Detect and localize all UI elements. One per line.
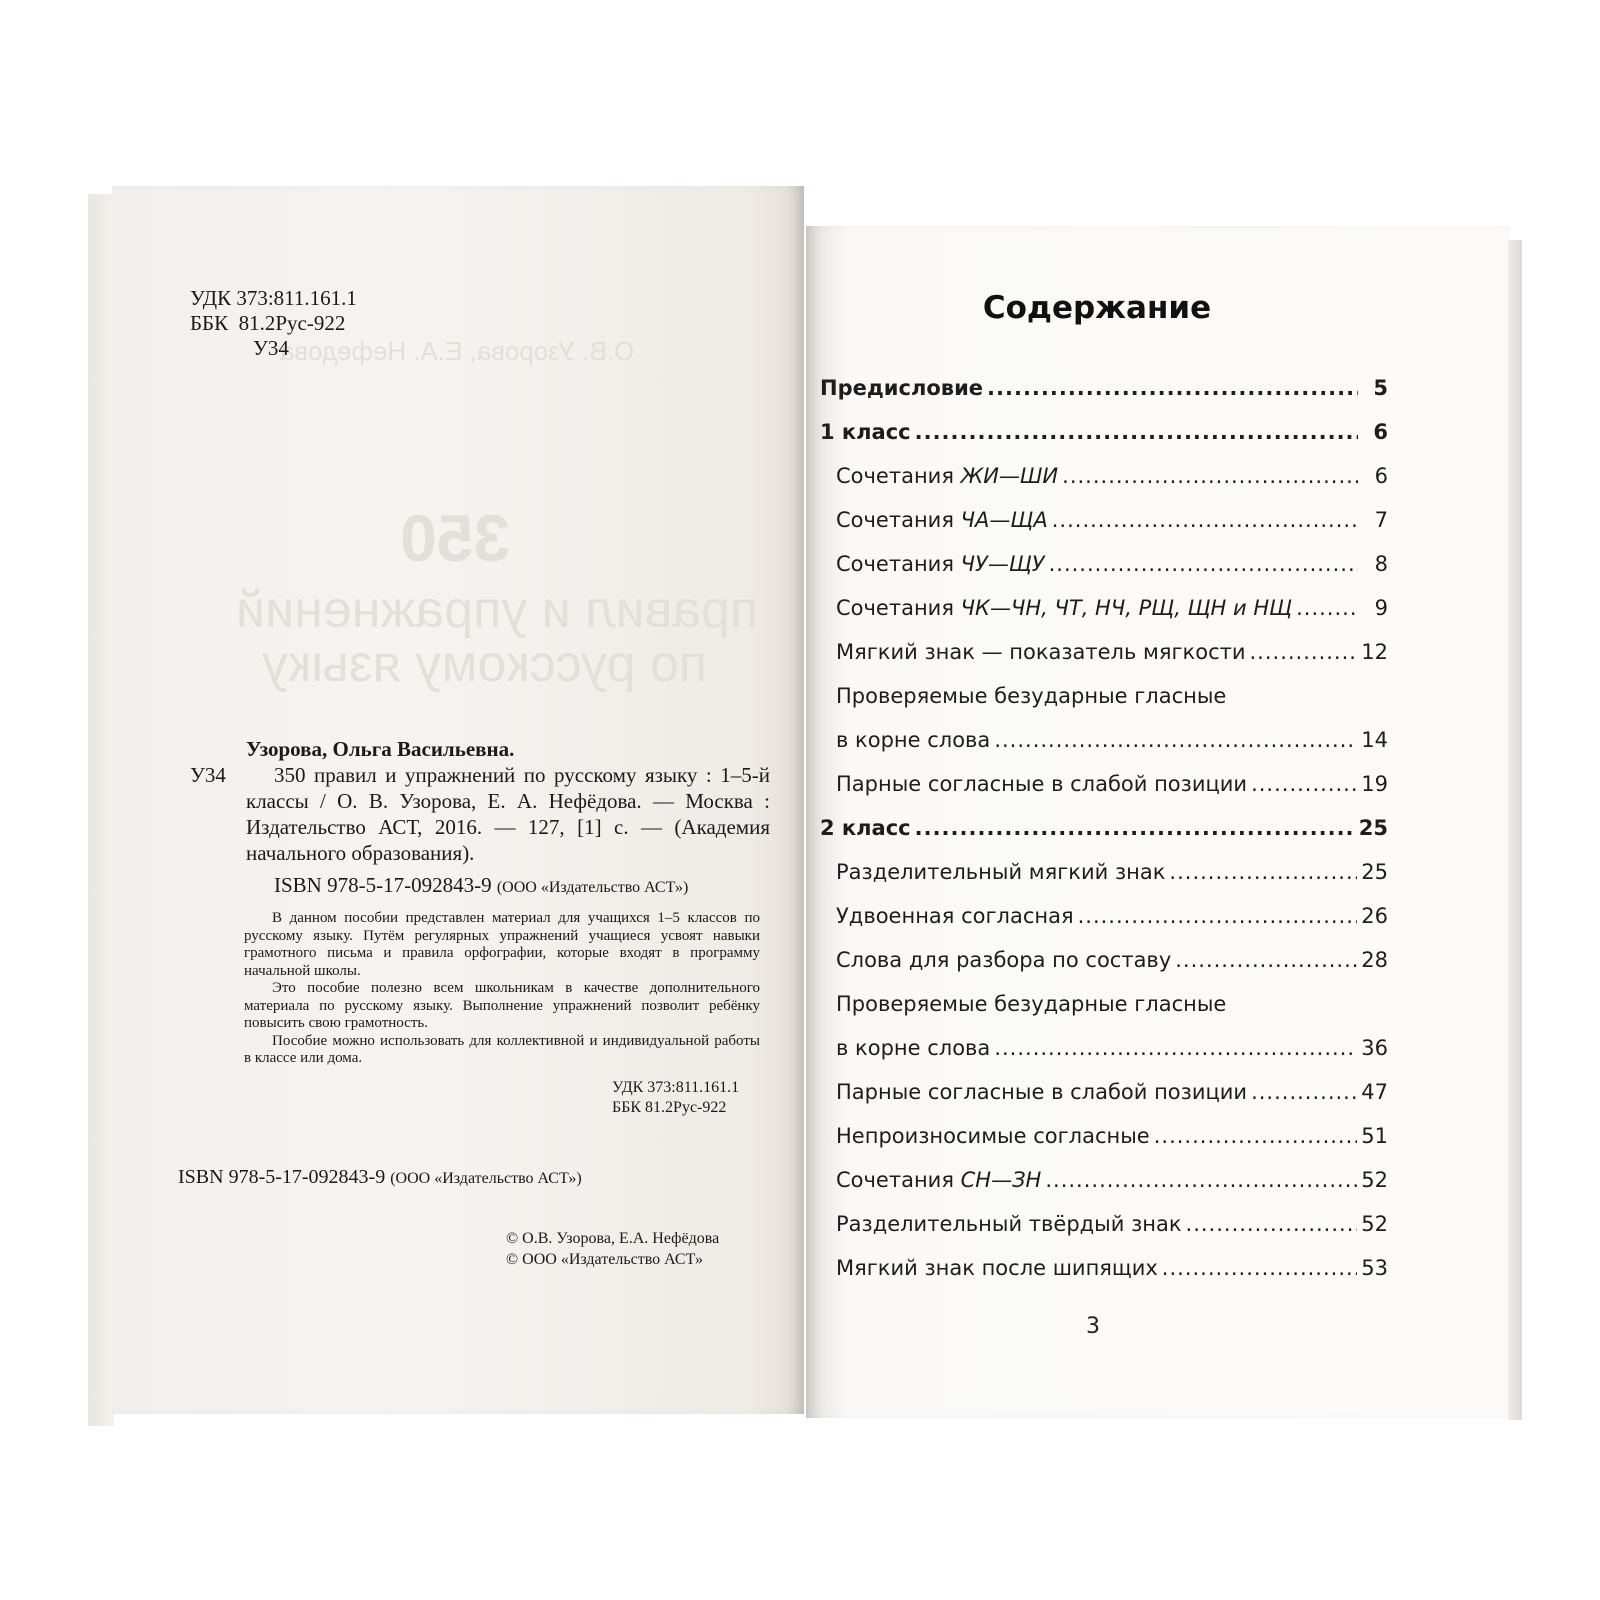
toc-entry-label xyxy=(836,1124,1150,1148)
toc-leader-dots xyxy=(1045,1168,1357,1192)
toc-title: Содержание xyxy=(982,290,1212,326)
toc-entry-label xyxy=(836,860,1165,884)
toc-entry-text: Проверяемые безударные гласные xyxy=(836,992,1227,1016)
toc-entry xyxy=(836,728,1388,752)
toc-entry-text: Сочетания xyxy=(836,552,961,576)
author-name: Узорова, Ольга Васильевна. xyxy=(246,737,515,761)
toc-entry-text: 1 класс xyxy=(820,420,911,444)
toc-entry-text: Сочетания xyxy=(836,596,961,620)
toc-entry-text: Мягкий знак после шипящих xyxy=(836,1256,1158,1280)
toc-entry-text: 2 класс xyxy=(820,816,911,840)
toc-entry-label xyxy=(836,728,990,752)
toc-entry-text: в корне слова xyxy=(836,1036,991,1060)
toc-entry xyxy=(836,860,1388,884)
copyright-publisher: © ООО «Издательство АСТ» xyxy=(506,1251,703,1268)
toc-entry-italic-text: ЧК—ЧН, ЧТ, НЧ, РЩ, ЩН и НЩ xyxy=(960,596,1293,620)
toc-entry-page: 9 xyxy=(1374,596,1388,620)
toc-entry-text: Мягкий знак — показатель мягкости xyxy=(836,640,1246,664)
toc-entry xyxy=(836,552,1388,576)
toc-entry-page: 51 xyxy=(1361,1124,1388,1148)
annotation-paragraph: Это пособие полезно всем школьникам в качестве дополнительного материала по русскому языку. Выполнение упражнений позволит ребёнку повысить свою грамотность. xyxy=(244,980,760,1031)
toc-entry-label xyxy=(836,948,1171,972)
toc-entry-page: 36 xyxy=(1361,1036,1388,1060)
toc-leader-dots xyxy=(915,420,1358,444)
toc-entry-page: 14 xyxy=(1361,728,1388,752)
toc-entry-page: 12 xyxy=(1361,640,1388,664)
toc-entry-label xyxy=(836,552,1045,576)
classification-codes xyxy=(190,286,357,361)
toc-entry-page: 7 xyxy=(1374,508,1388,532)
toc-entry-page: 47 xyxy=(1361,1080,1388,1104)
toc-entry-label xyxy=(836,772,1247,796)
toc-entry-label xyxy=(836,904,1074,928)
toc-entry xyxy=(836,508,1388,532)
toc-leader-dots xyxy=(1186,1212,1358,1236)
toc-entry-page: 5 xyxy=(1373,376,1388,400)
toc-entry-page: 52 xyxy=(1361,1212,1388,1236)
udk-code: УДК 373:811.161.1 xyxy=(190,286,357,310)
toc-entry-text: Непроизносимые согласные xyxy=(836,1124,1150,1148)
toc-entry-page: 26 xyxy=(1361,904,1388,928)
toc-entry-text: Разделительный твёрдый знак xyxy=(836,1212,1182,1236)
toc-entry-label xyxy=(820,816,911,840)
toc-entry-label xyxy=(836,1080,1247,1104)
bibliographic-description: 350 правил и упражнений по русскому языку : 1–5-й классы / О. В. Узорова, Е. А. Нефёдова. — Москва : Издательство АСТ, 2016. — 127, [1] с. — (Академия начального образования). xyxy=(246,763,770,865)
toc-entry xyxy=(836,904,1388,928)
show-through-authors: О.В. Узорова, Е.А. Нефедова xyxy=(280,336,635,366)
isbn-line xyxy=(190,872,770,901)
toc-leader-dots xyxy=(1175,948,1357,972)
toc-entry-text: Сочетания xyxy=(836,464,961,488)
toc-entry-label xyxy=(820,376,983,400)
show-through-title-2: по русскому языку xyxy=(262,635,708,693)
toc-leader-dots xyxy=(1251,772,1357,796)
toc-entry-label xyxy=(836,508,1048,532)
toc-entry-italic-text: ЧА—ЩА xyxy=(960,508,1048,532)
toc-leader-dots xyxy=(1052,508,1358,532)
toc-entry-text: Сочетания xyxy=(836,508,961,532)
isbn-number: ISBN 978-5-17-092843-9 xyxy=(274,873,492,897)
bbk-code-bottom: ББК 81.2Рус-922 xyxy=(612,1099,727,1116)
toc-entry-label xyxy=(836,1212,1182,1236)
bbk-code: ББК 81.2Рус-922 xyxy=(190,311,346,335)
toc-leader-dots xyxy=(1062,464,1358,488)
isbn-bottom-publisher: (ООО «Издательство АСТ») xyxy=(390,1170,582,1187)
toc-entry-page: 53 xyxy=(1361,1256,1388,1280)
toc-entry xyxy=(836,1124,1388,1148)
toc-entry-label xyxy=(836,464,1058,488)
toc-leader-dots xyxy=(1169,860,1357,884)
left-page-edges xyxy=(88,194,114,1426)
toc-leader-dots xyxy=(1049,552,1358,576)
toc-entry-label xyxy=(836,1036,990,1060)
isbn-bottom xyxy=(178,1166,582,1189)
toc-entry-page: 6 xyxy=(1374,464,1388,488)
toc-leader-dots xyxy=(994,1036,1357,1060)
toc-leader-dots xyxy=(1296,596,1358,620)
toc-leader-dots xyxy=(1154,1124,1358,1148)
annotation xyxy=(244,910,760,1068)
toc-entry-label xyxy=(836,596,1292,620)
toc-entry-page: 6 xyxy=(1373,420,1388,444)
toc-leader-dots xyxy=(1078,904,1358,928)
toc-entry-italic-text: ЧУ—ЩУ xyxy=(960,552,1045,576)
toc-entry-page: 25 xyxy=(1361,860,1388,884)
toc-entry-text: Слова для разбора по составу xyxy=(836,948,1172,972)
toc-entry xyxy=(836,1080,1388,1104)
show-through-title-1: правил и упражнений xyxy=(236,581,759,639)
toc-entry-text: Удвоенная согласная xyxy=(836,904,1074,928)
copyright-authors: © О.В. Узорова, Е.А. Нефёдова xyxy=(506,1230,720,1247)
toc-entry-label xyxy=(836,640,1246,664)
toc-leader-dots xyxy=(1162,1256,1357,1280)
toc-entry-text: в корне слова xyxy=(836,728,991,752)
toc-entry-italic-text: СН—ЗН xyxy=(960,1168,1042,1192)
toc-entry-page: 25 xyxy=(1358,816,1388,840)
toc-entry xyxy=(836,1256,1388,1280)
right-page-edges xyxy=(1508,240,1522,1420)
toc-entry-page: 28 xyxy=(1361,948,1388,972)
toc-entry xyxy=(836,640,1388,664)
toc-entry-text: Предисловие xyxy=(820,376,984,400)
toc-leader-dots xyxy=(994,728,1357,752)
toc-entry-label xyxy=(836,992,1226,1016)
toc-entry-text: Проверяемые безударные гласные xyxy=(836,684,1227,708)
udk-code-bottom: УДК 373:811.161.1 xyxy=(612,1079,740,1096)
toc-leader-dots xyxy=(987,376,1358,400)
toc-entry xyxy=(836,464,1388,488)
toc-entry-page: 8 xyxy=(1374,552,1388,576)
toc-entry-text: Разделительный мягкий знак xyxy=(836,860,1166,884)
toc-leader-dots xyxy=(915,816,1355,840)
copyright xyxy=(506,1228,719,1270)
toc-entry xyxy=(836,1212,1388,1236)
toc-entry-label xyxy=(836,1168,1041,1192)
toc-entry xyxy=(836,684,1388,708)
annotation-paragraph: Пособие можно использовать для коллективной и индивидуальной работы в классе или дома. xyxy=(244,1032,760,1066)
isbn-publisher: (ООО «Издательство АСТ») xyxy=(496,879,689,896)
toc-entry-text: Парные согласные в слабой позиции xyxy=(836,1080,1248,1104)
author-mark-side: У34 xyxy=(190,763,226,787)
classification-codes-bottom xyxy=(612,1078,739,1118)
toc-leader-dots xyxy=(1251,1080,1357,1104)
toc-entry-text: Сочетания xyxy=(836,1168,961,1192)
show-through-number: 350 xyxy=(400,501,511,575)
toc-entry xyxy=(820,420,1388,444)
toc-entry-italic-text: ЖИ—ШИ xyxy=(960,464,1059,488)
toc-entry xyxy=(836,1036,1388,1060)
page-number: 3 xyxy=(1086,1314,1100,1339)
toc-leader-dots xyxy=(1250,640,1358,664)
toc-entry-page: 19 xyxy=(1361,772,1388,796)
toc-entry-text: Парные согласные в слабой позиции xyxy=(836,772,1248,796)
toc-entry xyxy=(836,992,1388,1016)
toc-entry xyxy=(836,948,1388,972)
author-mark: У34 xyxy=(190,336,289,360)
toc-entry-label xyxy=(836,1256,1158,1280)
toc-entry xyxy=(820,376,1388,400)
toc-entry-page: 52 xyxy=(1361,1168,1388,1192)
bibliographic-record xyxy=(190,736,770,901)
toc-entry xyxy=(820,816,1388,840)
annotation-paragraph: В данном пособии представлен материал для учащихся 1–5 классов по русскому языку. Путём регулярных упражнений учащиеся усвоят навыки грамотного письма и правила орфографии, которые входят в программу начальной школы. xyxy=(244,910,760,979)
toc-entry-label xyxy=(836,684,1226,708)
toc-entry-label xyxy=(820,420,911,444)
isbn-bottom-number: ISBN 978-5-17-092843-9 xyxy=(178,1166,386,1188)
toc-entry xyxy=(836,596,1388,620)
toc-entry xyxy=(836,772,1388,796)
toc-entry xyxy=(836,1168,1388,1192)
